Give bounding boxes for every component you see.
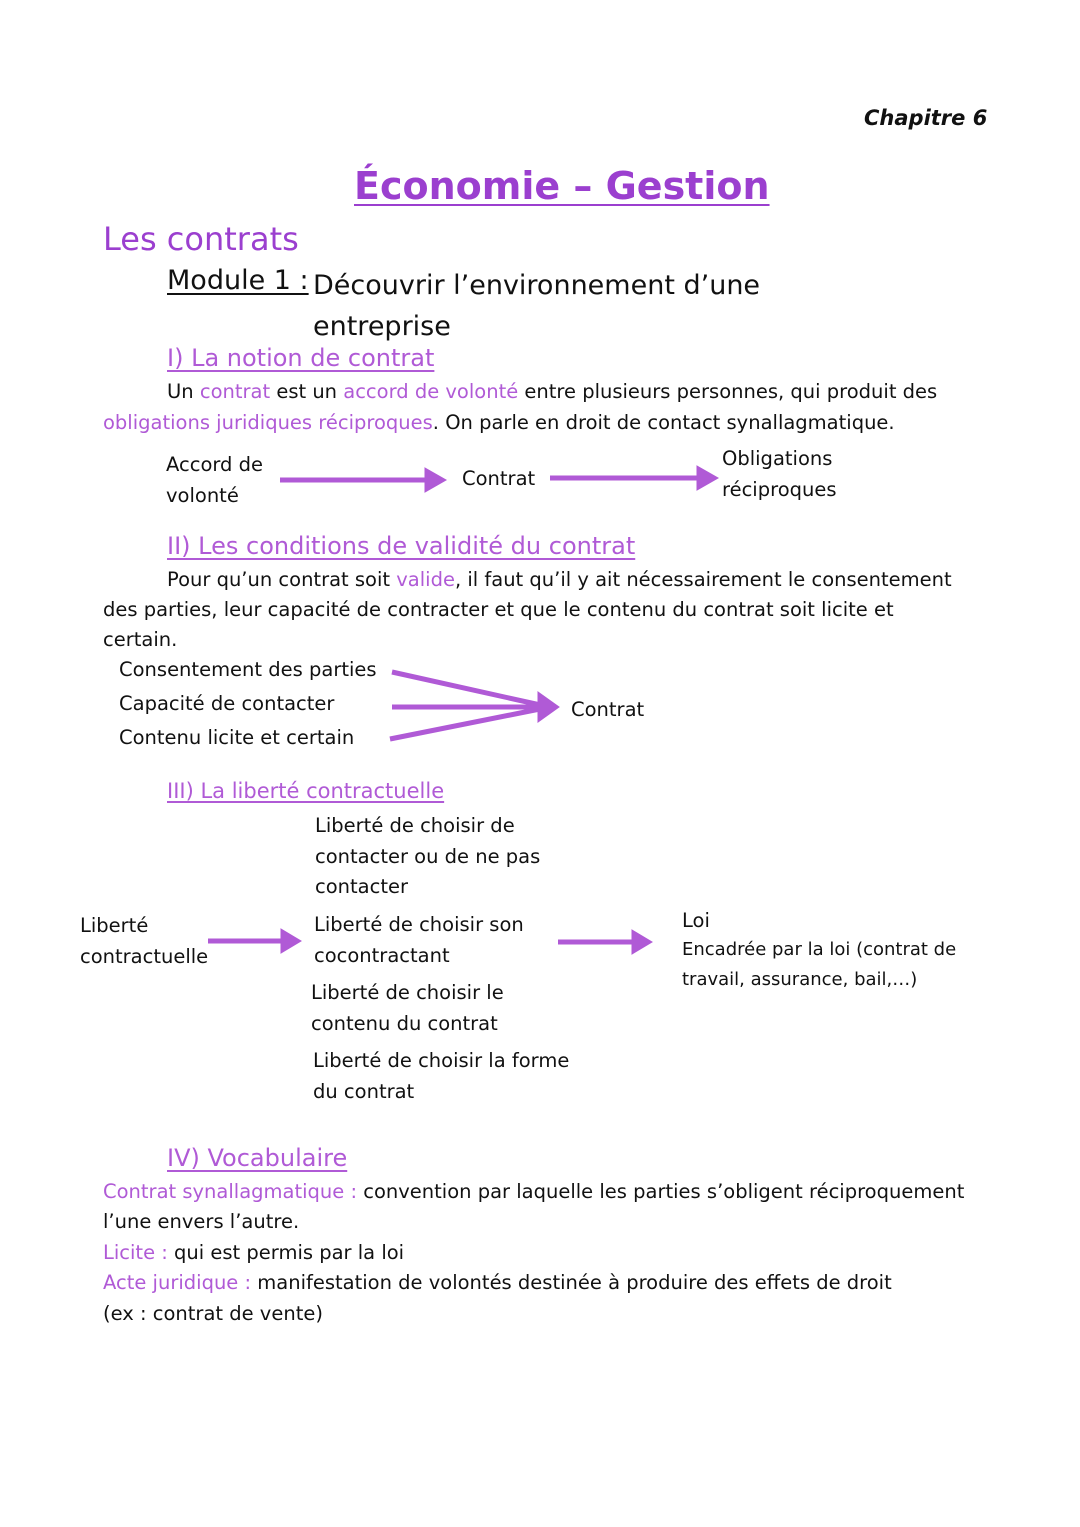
- text: volonté: [166, 483, 239, 507]
- condition-item: Contenu licite et certain: [119, 726, 355, 749]
- loi-description: [682, 935, 956, 995]
- section3-heading: III) La liberté contractuelle: [167, 779, 445, 803]
- liberte-item: [314, 910, 524, 971]
- text: Liberté de choisir la forme: [313, 1049, 570, 1072]
- text: est un: [270, 380, 344, 403]
- section2-paragraph-line3: certain.: [103, 628, 178, 651]
- vocab-entry: [103, 1238, 404, 1269]
- diagram1-right: [722, 444, 837, 505]
- arrowhead-3: [538, 692, 559, 722]
- diagram1-middle: Contrat: [462, 467, 536, 490]
- section1-paragraph-line2: [103, 408, 895, 439]
- subject-title: Les contrats: [103, 220, 299, 258]
- arrowhead-5: [632, 930, 652, 954]
- liberte-contractuelle-label: [80, 911, 208, 972]
- arrow-contenu: [390, 708, 545, 739]
- section4-heading: IV) Vocabulaire: [167, 1144, 348, 1172]
- text: réciproques: [722, 477, 837, 501]
- text: cocontractant: [314, 943, 450, 967]
- arrow-consentement: [392, 672, 545, 706]
- vocab-definition: convention par laquelle les parties s’obligent réciproquement: [357, 1180, 965, 1203]
- liberte-item: [311, 978, 504, 1039]
- diagram1-left: [166, 450, 263, 511]
- loi-title: Loi: [682, 909, 710, 932]
- text: , il faut qu’il y ait nécessairement le consentement: [454, 568, 952, 591]
- section1-heading: I) La notion de contrat: [167, 344, 435, 372]
- condition-item: Consentement des parties: [119, 658, 377, 681]
- vocab-entry: [103, 1268, 892, 1299]
- text: travail, assurance, bail,…): [682, 969, 918, 990]
- section1-paragraph-line1: [167, 377, 937, 408]
- text: entre plusieurs personnes, qui produit des: [518, 380, 938, 403]
- condition-item: Capacité de contacter: [119, 692, 335, 715]
- text: contenu du contrat: [311, 1011, 498, 1035]
- chapter-label: Chapitre 6: [864, 106, 988, 130]
- text: Liberté: [80, 914, 149, 937]
- diagram2-result: Contrat: [571, 698, 645, 721]
- vocab-entry: [103, 1177, 964, 1208]
- module-text: Découvrir l’environnement d’une entreprise: [313, 270, 761, 342]
- vocab-entry-continued: (ex : contrat de vente): [103, 1302, 323, 1325]
- arrowhead-4: [281, 929, 301, 953]
- section2-heading: II) Les conditions de validité du contrat: [167, 532, 636, 560]
- vocab-term: Contrat synallagmatique :: [103, 1180, 358, 1203]
- section2-paragraph-line2: des parties, leur capacité de contracter et que le contenu du contrat soit licite et: [103, 598, 894, 621]
- term-valide: valide: [396, 568, 455, 591]
- text: du contrat: [313, 1079, 415, 1103]
- vocab-term: Licite :: [103, 1241, 168, 1264]
- text: Pour qu’un contrat soit: [167, 568, 397, 591]
- vocab-entry-continued: l’une envers l’autre.: [103, 1210, 300, 1233]
- arrowhead-2: [697, 466, 718, 490]
- text: contacter ou de ne pas: [315, 844, 541, 868]
- section2-paragraph-line1: [167, 565, 952, 596]
- term-obligations: obligations juridiques réciproques: [103, 411, 433, 434]
- term-accord: accord de volonté: [343, 380, 519, 403]
- module-label: Module 1 :: [167, 265, 309, 296]
- arrowhead-1: [425, 468, 446, 492]
- text: Liberté de choisir de: [315, 814, 515, 837]
- text: contacter: [315, 875, 408, 898]
- liberte-item: [313, 1046, 569, 1107]
- vocab-definition: qui est permis par la loi: [167, 1241, 405, 1264]
- text: . On parle en droit de contact synallagmatique.: [432, 411, 895, 434]
- text: Un: [167, 380, 200, 403]
- page-title: Économie – Gestion: [354, 164, 770, 208]
- text: Accord de: [166, 453, 263, 476]
- text: contractuelle: [80, 944, 209, 968]
- text: Liberté de choisir le: [311, 981, 504, 1004]
- liberte-item: [315, 811, 540, 903]
- vocab-definition: manifestation de volontés destinée à produire des effets de droit: [251, 1271, 892, 1294]
- text: Encadrée par la loi (contrat de: [682, 939, 957, 960]
- term-contrat: contrat: [199, 380, 271, 403]
- text: Liberté de choisir son: [314, 913, 524, 936]
- vocab-term: Acte juridique :: [103, 1271, 252, 1294]
- text: Obligations: [722, 447, 833, 470]
